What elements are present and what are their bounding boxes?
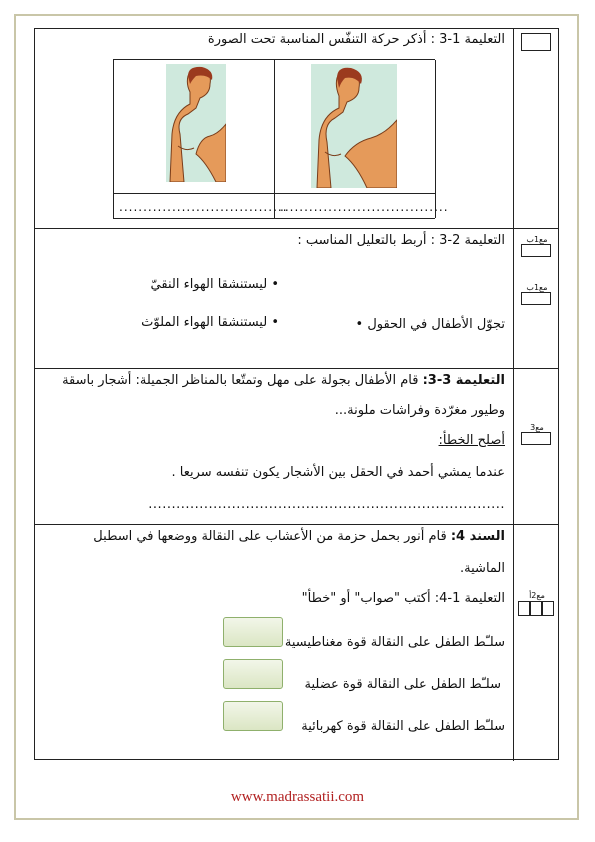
support-4-text: قام أنور بحمل حزمة من الأعشاب على النقالة ووضعها في اسطبل	[93, 529, 451, 544]
reason-option-polluted-air[interactable]: • ليستنشقا الهواء الملوّث	[141, 315, 279, 330]
correct-error-label: أصلح الخطأ:	[438, 433, 505, 448]
score-label-3: مع3	[530, 423, 544, 432]
image-cell-right	[275, 60, 449, 218]
instruction-2-3: التعليمة 2-3 : أربط بالتعليل المناسب :	[297, 233, 505, 248]
section1-main	[35, 29, 514, 228]
reason-option-clean-air[interactable]: • ليستنشقا الهواء النقيّ	[150, 277, 279, 292]
instruction-3-3	[62, 373, 505, 389]
score-box-1[interactable]	[521, 33, 551, 51]
score-box-4a[interactable]	[518, 601, 530, 616]
section2-main	[35, 229, 514, 368]
support-4-label: السند 4:	[450, 529, 505, 544]
section-correct-error	[35, 369, 558, 525]
answer-box-3[interactable]	[223, 701, 283, 731]
section-breathing-images	[35, 29, 558, 229]
section3-score-column	[515, 369, 558, 524]
wrong-sentence: عندما يمشي أحمد في الحقل بين الأشجار يكون تنفسه سريعا .	[171, 465, 505, 480]
answer-box-2[interactable]	[223, 659, 283, 689]
match-item-children-walk[interactable]: تجوّل الأطفال في الحقول •	[355, 317, 505, 332]
correction-answer-line[interactable]: .............................................................................	[148, 497, 505, 512]
answer-blank-left[interactable]: ...................................	[119, 200, 288, 214]
image-table	[113, 59, 449, 219]
section3-main	[35, 369, 514, 524]
section2-score-column	[515, 229, 558, 368]
support-4-line2: الماشية.	[460, 561, 505, 576]
score-box-3[interactable]	[521, 432, 551, 445]
man-profile-exhale-icon	[311, 64, 397, 188]
support-4	[93, 529, 505, 545]
section4-score-column	[515, 525, 558, 761]
instruction-1-4: التعليمة 1-4: أكتب "صواب" أو "خطأ"	[301, 591, 505, 606]
score-label-2a: مع1ب	[526, 235, 548, 244]
statement-muscular-force: سلـّط الطفل على النقالة قوة عضلية	[304, 677, 501, 692]
instruction-3-3-label: التعليمة 3-3:	[422, 373, 505, 388]
section-matching	[35, 229, 558, 369]
answer-box-1[interactable]	[223, 617, 283, 647]
score-box-4b[interactable]	[530, 601, 542, 616]
instruction-3-3-line2: وطيور مغرّدة وفراشات ملونة...	[334, 403, 505, 418]
answer-blank-right[interactable]: ...................................	[280, 200, 449, 214]
section-true-false	[35, 525, 558, 761]
statement-electric-force: سلـّط الطفل على النقالة قوة كهربائية	[301, 719, 505, 734]
score-box-2a[interactable]	[521, 244, 551, 257]
footer-website[interactable]: www.madrassatii.com	[230, 789, 365, 805]
exercise-sheet	[34, 28, 559, 760]
man-profile-inhale-icon	[166, 64, 226, 182]
score-label-2b: مع1ب	[526, 283, 548, 292]
instruction-3-3-text: قام الأطفال بجولة على مهل وتمتّعا بالمناظر الجميلة: أشجار باسقة	[62, 373, 423, 388]
section4-main	[35, 525, 514, 761]
image-cell-left	[114, 60, 288, 218]
section1-score-column	[515, 29, 558, 228]
image-separator-right	[275, 193, 435, 194]
instruction-1-3: التعليمة 1-3 : أذكر حركة التنفّس المناسبة تحت الصورة	[207, 32, 505, 47]
score-box-4c[interactable]	[542, 601, 554, 616]
statement-magnetic-force: سلـّط الطفل على النقالة قوة مغناطيسية	[284, 635, 505, 650]
image-separator-left	[114, 193, 274, 194]
score-box-2b[interactable]	[521, 292, 551, 305]
score-label-4: مع2أ	[529, 591, 545, 600]
